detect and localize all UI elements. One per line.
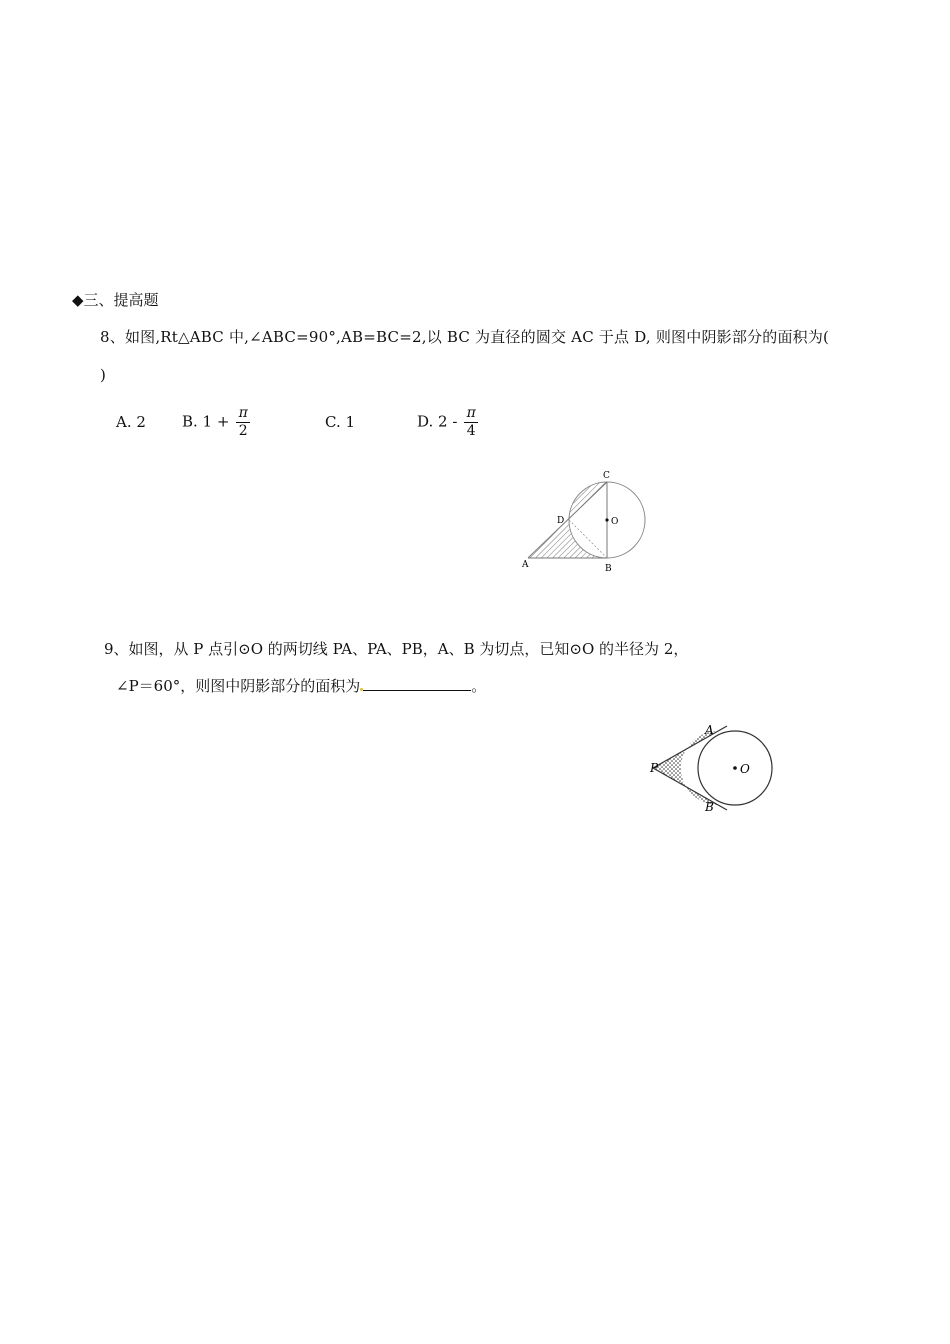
answer-blank <box>363 676 471 691</box>
option-b-numerator: π <box>238 405 248 421</box>
question-9-text: 9、如图，从 P 点引⊙O 的两切线 PA、PA、PB，A、B 为切点，已知⊙O 的半径为 2， <box>104 640 689 658</box>
center-o-dot <box>605 518 608 521</box>
question-8-text: 8、如图,Rt△ABC 中,∠ABC=90°,AB=BC=2,以 BC 为直径的圆交 AC 于点 D, 则图中阴影部分的面积为( <box>100 328 830 346</box>
option-b-prefix: B. 1 + <box>182 412 230 431</box>
center-o-dot <box>733 766 737 770</box>
question-9-end: 。 <box>471 677 487 695</box>
option-d-fraction <box>464 405 478 440</box>
question-8-figure <box>515 465 655 580</box>
label-o: O <box>611 517 619 527</box>
label-b: B <box>605 564 612 574</box>
option-d-numerator: π <box>466 405 476 421</box>
option-a: A. 2 <box>116 413 146 431</box>
label-d: D <box>557 516 565 526</box>
option-d-prefix: D. 2 - <box>417 412 458 431</box>
section-title: 三、提高题 <box>83 291 159 309</box>
label-b: B <box>705 800 714 814</box>
label-c: C <box>603 471 610 481</box>
question-8-text-cont: ) <box>100 366 106 384</box>
label-p: P <box>650 761 659 775</box>
option-d-denominator: 4 <box>466 423 476 439</box>
label-o: O <box>740 762 750 776</box>
question-9-prompt: ∠P＝60°，则图中阴影部分的面积为 <box>116 677 361 695</box>
diamond-bullet-icon: ◆ <box>72 291 84 309</box>
option-b <box>182 405 250 440</box>
shaded-region-lower <box>528 520 607 558</box>
option-b-denominator: 2 <box>238 423 248 439</box>
option-b-fraction <box>236 405 250 440</box>
option-c: C. 1 <box>325 413 356 431</box>
option-d <box>417 405 478 440</box>
label-a: A <box>705 723 714 737</box>
question-9-figure <box>645 718 780 818</box>
question-9-text-cont <box>116 675 486 696</box>
section-heading <box>72 289 159 310</box>
label-a: A <box>522 560 529 570</box>
